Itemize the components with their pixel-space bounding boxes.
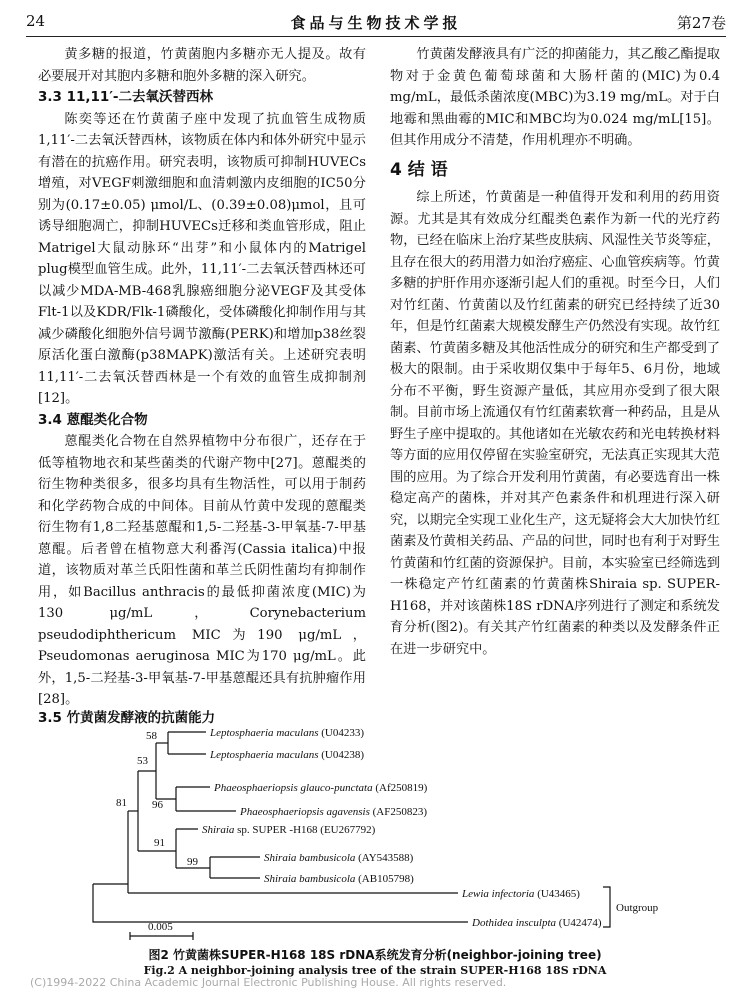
left-paragraph-2: 蒽醌类化合物在自然界植物中分布很广，还存在于低等植物地衣和某些菌类的代谢产物中[27]。蒽醌类的衍生物种类很多，很多均具有生物活性，可以用于制药和化学药物合成的中间体。目前从竹黄中发现的蒽醌类衍生物有1,8二羟基蒽醌和1,5-二羟基-3-甲氧基-7-甲基蒽醌。后者曾在植物意大利番泻(Cassia italica)中报道，该物质对革兰氏阳性菌和革兰氏阴性菌均有抑制作用，如Bacillus anthracis的最低抑菌浓度(MIC)为130 μg/mL，Corynebacterium pseudodiphthericum MIC为190 μg/mL，Pseudomonas aeruginosa MIC为170 μg/mL。此外，1,5-二羟基-3-甲氧基-7-甲基蒽醌还具有抗肿瘤作用[28]。 — [38, 434, 366, 707]
right-column — [390, 44, 720, 660]
taxon-label: Phaeosphaeriopsis agavensis (AF250823) — [240, 806, 428, 818]
left-paragraph-0: 黄多糖的报道，竹黄菌胞内多糖亦无人提及。故有必要展开对其胞内多糖和胞外多糖的深入研究。 — [38, 47, 366, 84]
bootstrap-label: 91 — [154, 837, 165, 849]
section-3-5-heading: 3.5 竹黄菌发酵液的抗菌能力 — [38, 710, 216, 726]
bootstrap-label: 81 — [116, 797, 127, 809]
page-header — [26, 12, 726, 34]
taxon-label: Leptosphaeria maculans (U04233) — [210, 727, 365, 739]
outgroup-label: Outgroup — [616, 902, 659, 914]
section-3-4-heading: 3.4 蒽醌类化合物 — [38, 411, 148, 428]
phylogenetic-tree — [38, 724, 728, 946]
page-number: 24 — [26, 12, 46, 30]
taxon-label: Shiraia bambusicola (AB105798) — [264, 873, 414, 885]
taxon-label: Lewia infectoria (U43465) — [462, 888, 580, 900]
right-paragraph-1: 综上所述，竹黄菌是一种值得开发和利用的药用资源。尤其是其有效成分红醌类色素作为新一代的光疗药物，已经在临床上治疗某些皮肤病、风湿性关节炎等症，且存在很大的药用潜力如治疗癌症、心血管疾病等。竹黄多糖的护肝作用亦逐渐引起人们的重视。时至今日，人们对竹红菌、竹黄菌以及竹红菌素的研究已经持续了近30年，但是竹红菌素大规模发酵生产仍然没有实现。故竹红菌素、竹黄菌多糖及其他活性成分的研究和生产都受到了极大的限制。由于采收期仅集中于每年5、6月份，地域分布不平衡，野生资源产量低，其应用亦受到了很大限制。目前市场上流通仅有竹红菌素软膏一种药品，且是从野生子座中提取的。其他诸如在光敏农药和光电转换材料等方面的应用仅停留在实验室研究，无法真正实现其大范围的应用。为了综合开发利用竹黄菌，有必要选育出一株稳定高产的菌株，并对其产色素条件和机理进行深入研究，以期完全实现工业化生产，这无疑将会大大加快竹红菌素及竹黄相关药品、产品的问世，同时也有利于对野生竹黄菌和竹红菌的资源保护。目前，本实验室已经筛选到一株稳定产竹红菌素的竹黄菌株Shiraia sp. SUPER-H168，并对该菌株18S rDNA序列进行了测定和系统发育分析(图2)。有关其产竹红菌素的种类以及发酵条件正在进一步研究中。 — [390, 190, 720, 657]
section-4-heading: 4 结 语 — [390, 159, 448, 180]
branch-dothidea — [93, 884, 468, 922]
copyright-notice: (C)1994-2022 China Academic Journal Electronic Publishing House. All rights reserved. — [30, 976, 507, 989]
figure-caption-cn: 图2 竹黄菌株SUPER-H168 18S rDNA系统发育分析(neighbor-joining tree) — [148, 948, 602, 962]
left-paragraph-1: 陈奕等还在竹黄菌子座中发现了抗血管生成物质1,11′-二去氧沃替西林，该物质在体内和体外研究中显示有潜在的抗癌作用。研究表明，该物质可抑制HUVECs增殖，对VEGF刺激细胞和血清刺激内皮细胞的IC50分别为(0.17±0.05) μmol/L、(0.39±0.08)μmol，且可诱导细胞凋亡，抑制HUVECs迁移和类血管形成，阻止Matrigel大鼠动脉环“出芽”和小鼠体内的Matrigel plug模型血管生成。此外，11,11′-二去氧沃替西林还可以减少MDA-MB-468乳腺癌细胞分泌VEGF及其受体Flt-1以及KDR/Flk-1磷酸化，受体磷酸化抑制作用与其减少磷酸化细胞外信号调节激酶(PERK)和增加p38丝裂原活化蛋白激酶(p38MAPK)激活有关。上述研究表明11,11′-二去氧沃替西林是一个有效的血管生成抑制剂[12]。 — [38, 111, 366, 406]
right-paragraph-0: 竹黄菌发酵液具有广泛的抑菌能力，其乙酸乙酯提取物对于金黄色葡萄球菌和大肠杆菌的(MIC)为0.4 mg/mL，最低杀菌浓度(MBC)为3.19 mg/mL。对于白地霉和黑曲霉的MIC和MBC均为0.024 mg/mL[15]。但其作用成分不清楚，作用机理亦不明确。 — [390, 47, 720, 148]
journal-title: 食品与生物技术学报 — [290, 14, 462, 32]
bootstrap-label: 53 — [137, 755, 148, 767]
taxon-label: Leptosphaeria maculans (U04238) — [210, 749, 365, 761]
tree-branches — [93, 732, 610, 940]
header-rule — [26, 36, 726, 37]
bootstrap-label: 99 — [187, 856, 198, 868]
taxon-label: Dothidea insculpta (U42474) — [472, 917, 602, 929]
section-3-3-heading: 3.3 11,11′-二去氧沃替西林 — [38, 89, 213, 105]
taxon-label: Shiraia sp. SUPER -H168 (EU267792) — [202, 824, 376, 836]
scale-label: 0.005 — [148, 921, 173, 933]
taxon-label: Phaeosphaeriopsis glauco-punctata (Af250819) — [214, 782, 428, 794]
figure-caption-en: Fig.2 A neighbor-joining analysis tree of the strain SUPER-H168 18S rDNA — [143, 964, 607, 977]
outgroup-bracket — [603, 887, 610, 927]
volume-label: 第27卷 — [676, 14, 726, 32]
taxon-label: Shiraia bambusicola (AY543588) — [264, 852, 414, 864]
bootstrap-label: 58 — [146, 730, 157, 742]
bootstrap-label: 96 — [152, 799, 163, 811]
left-column — [38, 44, 366, 711]
